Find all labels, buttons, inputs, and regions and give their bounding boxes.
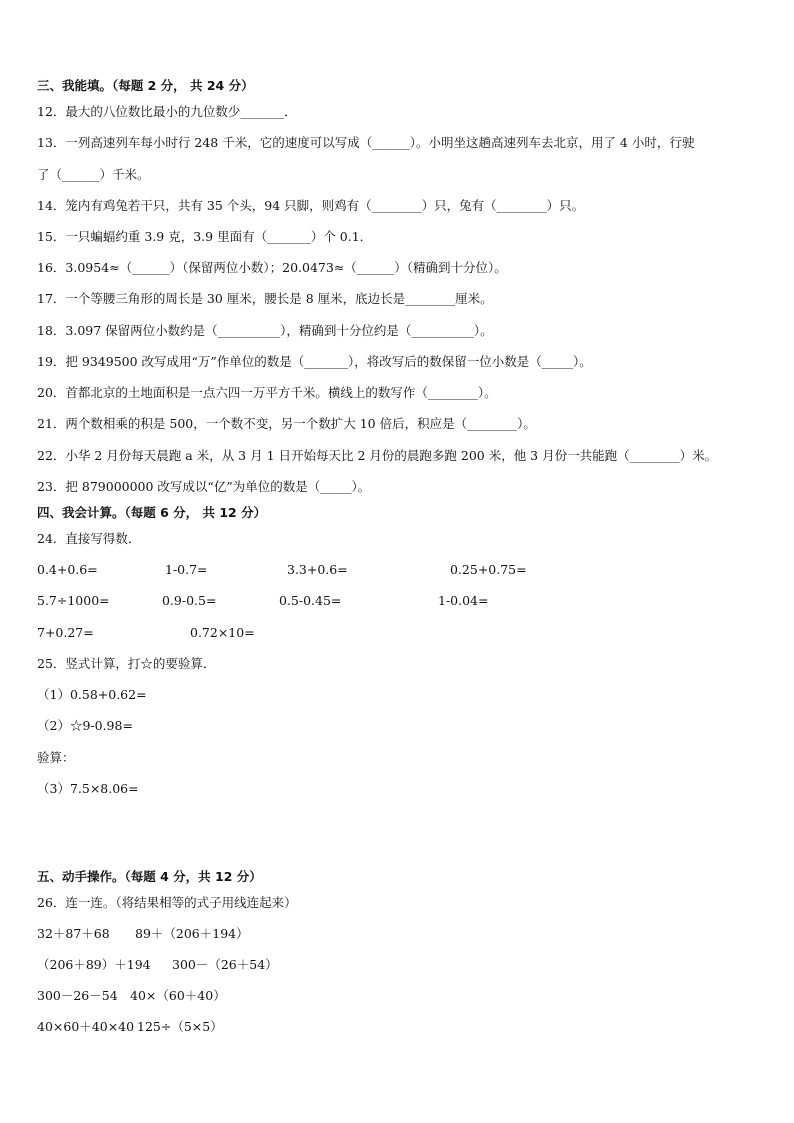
- match-right-item: 89＋（206＋194）: [135, 926, 249, 941]
- question-20: 20．首都北京的土地面积是一点六四一万平方千米。横线上的数写作（________）。: [37, 385, 497, 400]
- section-5-heading: 五、动手操作。（每题 4 分，共 12 分）: [37, 869, 262, 884]
- match-right-item: 300－（26＋54）: [172, 957, 278, 972]
- question-16: 16．3.0954≈（______）（保留两位小数）；20.0473≈（______）（精确到十分位）。: [37, 260, 507, 275]
- calc-item: 0.9-0.5=: [162, 593, 217, 608]
- question-17: 17．一个等腰三角形的周长是 30 厘米，腰长是 8 厘米，底边长是________厘米。: [37, 291, 493, 306]
- question-13-line-1: 13．一列高速列车每小时行 248 千米，它的速度可以写成（______）。小明坐这趟高速列车去北京，用了 4 小时，行驶: [37, 135, 695, 150]
- question-13-line-2: 了（______）千米。: [37, 167, 150, 182]
- calc-item: 5.7÷1000=: [37, 593, 110, 608]
- question-23: 23．把 879000000 改写成以“亿”为单位的数是（_____）。: [37, 479, 371, 494]
- calc-item: 7+0.27=: [37, 625, 94, 640]
- question-25: 25．竖式计算，打☆的要验算．: [37, 656, 216, 671]
- question-12: 12．最大的八位数比最小的九位数少_______．: [37, 104, 297, 119]
- calc-item: 0.4+0.6=: [37, 562, 98, 577]
- question-25-part-3: （3）7.5×8.06=: [37, 781, 139, 796]
- match-left-item: 40×60＋40×40: [37, 1019, 135, 1034]
- question-19: 19．把 9349500 改写成用“万”作单位的数是（_______），将改写后的数保留一位小数是（_____）。: [37, 354, 592, 369]
- question-21: 21．两个数相乘的积是 500，一个数不变，另一个数扩大 10 倍后，积应是（________）。: [37, 416, 536, 431]
- question-26: 26．连一连。（将结果相等的式子用线连起来）: [37, 895, 297, 910]
- match-right-item: 125÷（5×5）: [137, 1019, 223, 1034]
- question-18: 18．3.097 保留两位小数约是（__________），精确到十分位约是（__________）。: [37, 323, 493, 338]
- question-14: 14．笼内有鸡兔若干只，共有 35 个头，94 只脚，则鸡有（________）只，兔有（________）只。: [37, 198, 585, 213]
- section-3-heading: 三、我能填。（每题 2 分， 共 24 分）: [37, 78, 254, 93]
- calc-item: 0.5-0.45=: [279, 593, 342, 608]
- calc-item: 0.72×10=: [190, 625, 255, 640]
- section-4-heading: 四、我会计算。（每题 6 分， 共 12 分）: [37, 505, 267, 520]
- match-left-item: （206＋89）＋194: [37, 957, 151, 972]
- question-24: 24．直接写得数．: [37, 531, 141, 546]
- match-right-item: 40×（60＋40）: [130, 988, 226, 1003]
- calc-item: 3.3+0.6=: [287, 562, 348, 577]
- match-left-item: 32＋87＋68: [37, 926, 110, 941]
- question-22: 22．小华 2 月份每天晨跑 a 米，从 3 月 1 日开始每天比 2 月份的晨跑多跑 200 米，他 3 月份一共能跑（________）米。: [37, 448, 718, 463]
- calc-item: 0.25+0.75=: [450, 562, 527, 577]
- question-25-part-1: （1）0.58+0.62=: [37, 687, 147, 702]
- verify-label: 验算：: [37, 750, 75, 765]
- calc-item: 1-0.7=: [165, 562, 208, 577]
- match-left-item: 300－26－54: [37, 988, 118, 1003]
- calc-item: 1-0.04=: [438, 593, 489, 608]
- question-25-part-2: （2）☆9-0.98=: [37, 718, 133, 733]
- question-15: 15．一只蝙蝠约重 3.9 克，3.9 里面有（_______）个 0.1．: [37, 229, 373, 244]
